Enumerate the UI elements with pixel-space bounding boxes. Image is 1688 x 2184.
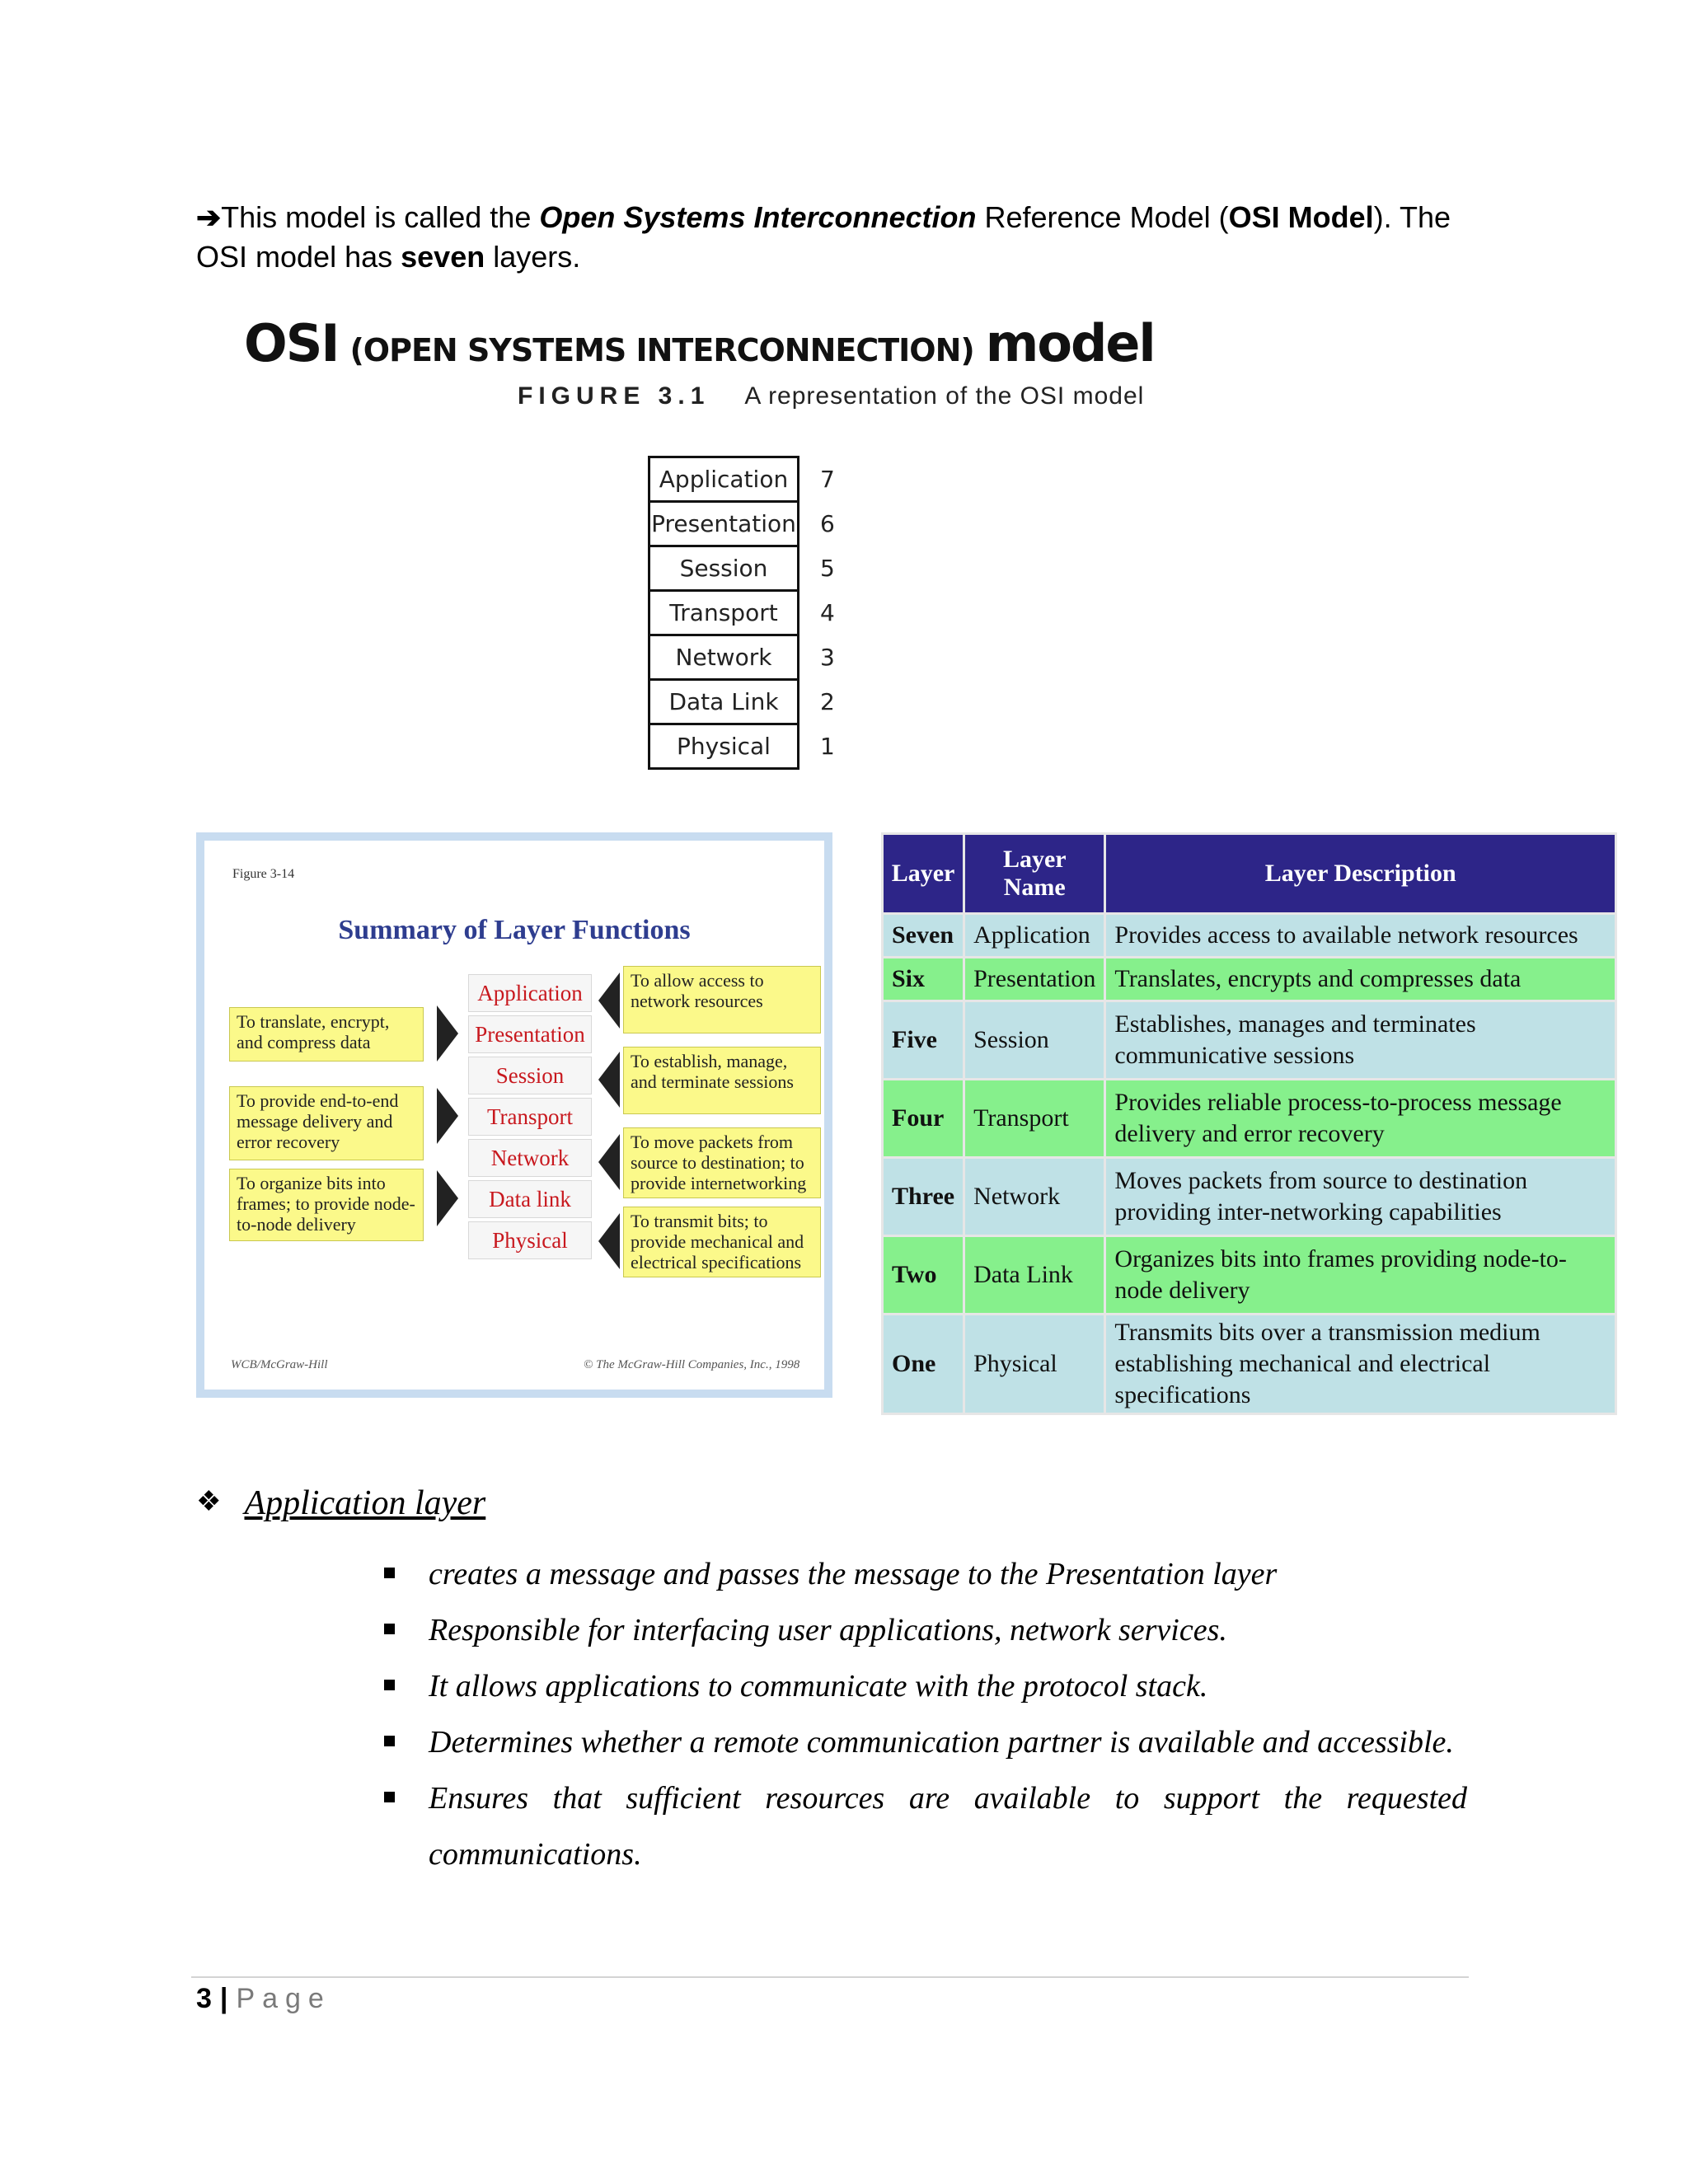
summary-figure-number: Figure 3-14	[232, 867, 295, 881]
layer-number-cell: Seven	[883, 914, 964, 958]
stack-layer-number: 5	[820, 555, 835, 582]
arrow-left-icon	[598, 1134, 620, 1190]
layer-name-cell: Session	[964, 1001, 1105, 1080]
osi-heading-expansion: (OPEN SYSTEMS INTERCONNECTION)	[349, 332, 974, 368]
stack-row	[648, 589, 835, 636]
stack-layer-name: Session	[679, 555, 768, 582]
summary-figure-panel	[204, 841, 824, 1390]
layer-number-cell: Five	[883, 1001, 964, 1080]
summary-title: Summary of Layer Functions	[338, 915, 691, 945]
diamond-bullet-icon: ❖	[196, 1487, 222, 1517]
stack-row	[648, 678, 835, 725]
stack-layer-number: 7	[820, 466, 835, 493]
layer-number-cell: Four	[883, 1080, 964, 1158]
table-row	[883, 958, 1616, 1001]
layer-description-cell: Translates, encrypts and compresses data	[1105, 958, 1616, 1001]
summary-right-note: To establish, manage, and terminate sessions	[623, 1047, 821, 1114]
summary-left-note: To provide end-to-end message delivery and error recovery	[229, 1086, 424, 1160]
stack-layer-number: 2	[820, 688, 835, 715]
layer-name-cell: Presentation	[964, 958, 1105, 1001]
arrow-left-icon	[598, 1213, 620, 1269]
figure-caption	[518, 382, 1144, 410]
arrow-left-icon	[598, 1052, 620, 1108]
summary-layer-label: Data link	[468, 1180, 592, 1218]
summary-footer-publisher: WCB/McGraw-Hill	[231, 1358, 328, 1371]
intro-text-1: This model is called the	[221, 200, 540, 234]
stack-row	[648, 723, 835, 770]
stack-row	[648, 456, 835, 503]
summary-figure	[196, 832, 832, 1398]
layer-number-cell: Six	[883, 958, 964, 1001]
arrow-right-icon	[437, 1005, 458, 1062]
summary-layer-label: Presentation	[468, 1015, 592, 1053]
table-row	[883, 1315, 1616, 1414]
col-header-layer-name: Layer Name	[964, 834, 1105, 914]
intro-paragraph	[196, 198, 1465, 277]
layer-description-table	[881, 832, 1617, 1415]
stack-layer-name: Physical	[677, 733, 771, 760]
page-number: 3	[196, 1983, 212, 2014]
table-row	[883, 1236, 1616, 1315]
intro-text-4: layers.	[485, 240, 581, 274]
layer-description-cell: Organizes bits into frames providing node-to-node delivery	[1105, 1236, 1616, 1315]
summary-right-note: To transmit bits; to provide mechanical and electrical specifications	[623, 1207, 821, 1277]
summary-right-note: To allow access to network resources	[623, 966, 821, 1033]
layer-name-cell: Transport	[964, 1080, 1105, 1158]
layer-name-cell: Physical	[964, 1315, 1105, 1414]
col-header-layer-description: Layer Description	[1105, 834, 1616, 914]
arrow-right-icon	[437, 1088, 458, 1144]
stack-layer-number: 6	[820, 510, 835, 537]
table-row	[883, 914, 1616, 958]
col-header-layer: Layer	[883, 834, 964, 914]
footer-divider	[191, 1976, 1469, 1978]
footer-separator: |	[219, 1983, 228, 2014]
stack-layer-number: 1	[820, 733, 835, 760]
layer-number-cell: One	[883, 1315, 964, 1414]
table-row	[883, 1158, 1616, 1236]
osi-layer-stack	[648, 456, 835, 767]
osi-heading	[244, 313, 1155, 373]
summary-left-note: To translate, encrypt, and compress data	[229, 1007, 424, 1062]
layer-description-cell: Provides access to available network resources	[1105, 914, 1616, 958]
layer-number-cell: Three	[883, 1158, 964, 1236]
application-layer-heading	[196, 1483, 485, 1523]
summary-layer-label: Network	[468, 1139, 592, 1177]
stack-row	[648, 634, 835, 681]
summary-layer-label: Application	[468, 974, 592, 1012]
layer-description-cell: Establishes, manages and terminates communicative sessions	[1105, 1001, 1616, 1080]
summary-layer-label: Physical	[468, 1221, 592, 1259]
application-layer-list	[382, 1546, 1467, 1882]
list-item: Ensures that sufficient resources are available to support the requested communications.	[382, 1770, 1467, 1882]
list-item: creates a message and passes the message to the Presentation layer	[382, 1546, 1467, 1602]
layer-name-cell: Application	[964, 914, 1105, 958]
stack-layer-name: Network	[675, 644, 772, 671]
intro-emphasis-osi-model: OSI Model	[1228, 200, 1374, 234]
layer-description-cell: Transmits bits over a transmission medium establishing mechanical and electrical specifications	[1105, 1315, 1616, 1414]
layer-number-cell: Two	[883, 1236, 964, 1315]
stack-layer-name: Application	[659, 466, 789, 493]
intro-emphasis-seven: seven	[401, 240, 485, 274]
stack-layer-number: 4	[820, 599, 835, 626]
stack-row	[648, 545, 835, 592]
stack-layer-name: Presentation	[651, 510, 796, 537]
osi-heading-osi: OSI	[244, 313, 339, 373]
intro-text-3: ). The OSI model has	[196, 200, 1451, 274]
summary-layer-label: Session	[468, 1057, 592, 1094]
application-layer-title: Application layer	[244, 1484, 486, 1522]
arrow-right-icon	[437, 1170, 458, 1226]
arrow-left-icon	[598, 972, 620, 1029]
list-item: Determines whether a remote communication partner is available and accessible.	[382, 1714, 1467, 1770]
list-item: It allows applications to communicate with the protocol stack.	[382, 1658, 1467, 1714]
arrow-icon: ➔	[196, 200, 222, 234]
figure-description: A representation of the OSI model	[744, 382, 1145, 410]
summary-layer-label: Transport	[468, 1098, 592, 1136]
stack-layer-name: Data Link	[668, 688, 779, 715]
figure-label: FIGURE 3.1	[518, 382, 710, 410]
summary-left-note: To organize bits into frames; to provide node-to-node delivery	[229, 1169, 424, 1241]
stack-layer-number: 3	[820, 644, 835, 671]
stack-row	[648, 500, 835, 547]
intro-emphasis-osi-name: Open Systems Interconnection	[539, 200, 977, 234]
table-header-row	[883, 834, 1616, 914]
page-footer	[196, 1983, 331, 2015]
osi-heading-model: model	[985, 313, 1155, 373]
list-item: Responsible for interfacing user applications, network services.	[382, 1602, 1467, 1658]
stack-layer-name: Transport	[669, 599, 778, 626]
layer-name-cell: Data Link	[964, 1236, 1105, 1315]
table-row	[883, 1080, 1616, 1158]
layer-description-cell: Moves packets from source to destination providing inter-networking capabilities	[1105, 1158, 1616, 1236]
summary-right-note: To move packets from source to destination; to provide internetworking	[623, 1127, 821, 1198]
summary-footer-copyright: © The McGraw-Hill Companies, Inc., 1998	[584, 1358, 800, 1371]
intro-text-2: Reference Model (	[976, 200, 1229, 234]
layer-name-cell: Network	[964, 1158, 1105, 1236]
page-label: Page	[236, 1983, 331, 2014]
table-row	[883, 1001, 1616, 1080]
layer-description-cell: Provides reliable process-to-process message delivery and error recovery	[1105, 1080, 1616, 1158]
